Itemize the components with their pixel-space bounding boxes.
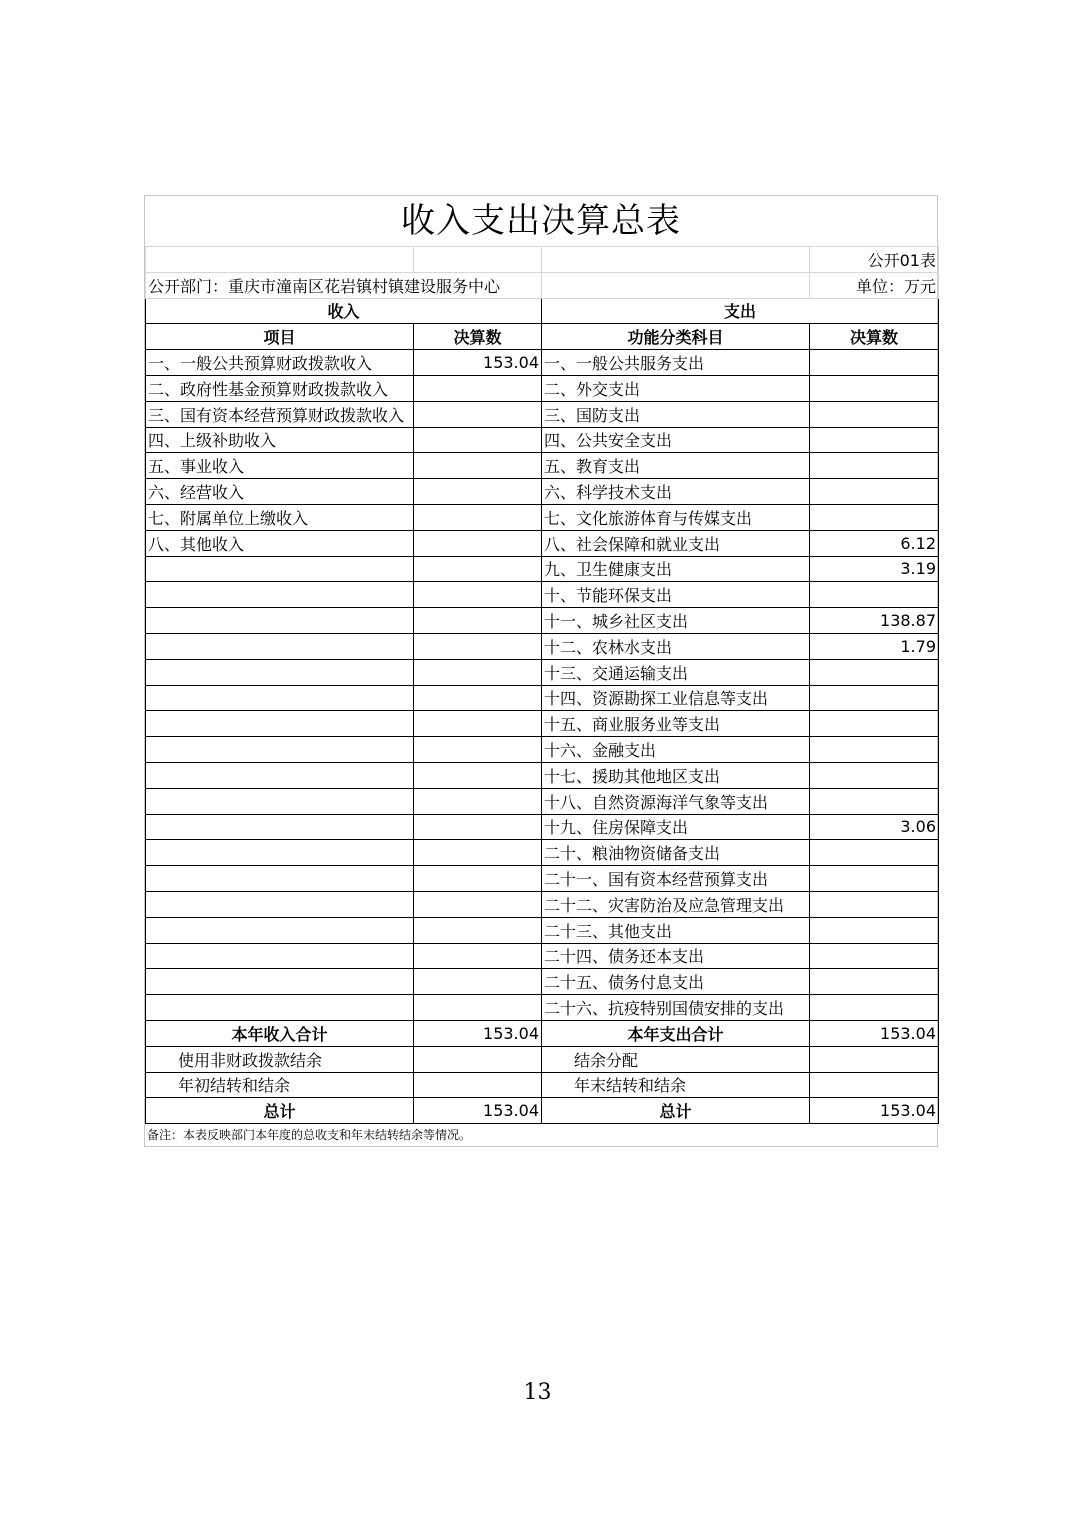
year-total-row (146, 1020, 939, 1046)
expense-amount-cell (810, 840, 939, 866)
expense-amount-cell (810, 453, 939, 479)
expense-amount-cell (810, 762, 939, 788)
table-row (146, 737, 939, 763)
expense-item-cell: 八、社会保障和就业支出 (542, 530, 810, 556)
table-row (146, 788, 939, 814)
table-row (146, 866, 939, 892)
expense-amount-cell: 138.87 (810, 608, 939, 634)
expense-amount-cell: 1.79 (810, 633, 939, 659)
expense-item-cell: 十一、城乡社区支出 (542, 608, 810, 634)
expense-amount-cell (810, 917, 939, 943)
table-row (146, 453, 939, 479)
income-amount-cell (414, 556, 542, 582)
income-section-header: 收入 (146, 298, 542, 324)
expense-item-header: 功能分类科目 (542, 324, 810, 350)
expense-amount-cell (810, 891, 939, 917)
report-table (145, 246, 939, 1124)
expense-amount-cell (810, 659, 939, 685)
expense-amount-cell (810, 788, 939, 814)
income-amount-cell (414, 814, 542, 840)
income-amount-header: 决算数 (414, 324, 542, 350)
table-row (146, 659, 939, 685)
table-row (146, 685, 939, 711)
income-amount-cell (414, 504, 542, 530)
surplus-dist-amount (810, 1046, 939, 1072)
income-item-cell (146, 995, 414, 1021)
expense-item-cell: 一、一般公共服务支出 (542, 350, 810, 376)
year-expense-label: 本年支出合计 (542, 1020, 810, 1046)
table-row (146, 479, 939, 505)
income-item-cell: 二、政府性基金预算财政拨款收入 (146, 375, 414, 401)
department-row (146, 272, 939, 298)
expense-amount-cell: 6.12 (810, 530, 939, 556)
income-item-cell (146, 866, 414, 892)
table-row (146, 943, 939, 969)
income-amount-cell (414, 479, 542, 505)
income-amount-cell (414, 685, 542, 711)
expense-section-header: 支出 (542, 298, 939, 324)
income-item-cell (146, 917, 414, 943)
income-item-cell (146, 608, 414, 634)
income-item-cell (146, 762, 414, 788)
income-item-cell (146, 840, 414, 866)
nonfiscal-amount (414, 1046, 542, 1072)
expense-item-cell: 二十三、其他支出 (542, 917, 810, 943)
income-amount-cell (414, 375, 542, 401)
table-row (146, 608, 939, 634)
income-amount-cell (414, 737, 542, 763)
section-header-row (146, 298, 939, 324)
table-row (146, 556, 939, 582)
income-item-cell (146, 711, 414, 737)
expense-item-cell: 二十二、灾害防治及应急管理支出 (542, 891, 810, 917)
expense-item-cell: 二十、粮油物资储备支出 (542, 840, 810, 866)
expense-item-cell: 十六、金融支出 (542, 737, 810, 763)
table-row (146, 711, 939, 737)
income-item-cell (146, 788, 414, 814)
column-header-row (146, 324, 939, 350)
expense-amount-cell (810, 711, 939, 737)
income-item-cell: 三、国有资本经营预算财政拨款收入 (146, 401, 414, 427)
expense-item-cell: 四、公共安全支出 (542, 427, 810, 453)
expense-item-cell: 十五、商业服务业等支出 (542, 711, 810, 737)
grand-income-amount: 153.04 (414, 1098, 542, 1124)
surplus-dist-label: 结余分配 (542, 1046, 810, 1072)
table-row (146, 762, 939, 788)
table-row (146, 401, 939, 427)
expense-item-cell: 十四、资源勘探工业信息等支出 (542, 685, 810, 711)
expense-item-cell: 二十五、债务付息支出 (542, 969, 810, 995)
expense-item-cell: 十八、自然资源海洋气象等支出 (542, 788, 810, 814)
income-item-cell: 八、其他收入 (146, 530, 414, 556)
form-number: 公开01表 (810, 247, 939, 273)
income-item-cell (146, 582, 414, 608)
expense-amount-cell (810, 737, 939, 763)
income-item-cell (146, 659, 414, 685)
income-amount-cell (414, 969, 542, 995)
carry-in-amount (414, 1072, 542, 1098)
income-item-cell: 四、上级补助收入 (146, 427, 414, 453)
expense-amount-cell: 3.06 (810, 814, 939, 840)
expense-amount-cell (810, 350, 939, 376)
income-item-cell: 一、一般公共预算财政拨款收入 (146, 350, 414, 376)
income-amount-cell (414, 582, 542, 608)
form-number-row (146, 247, 939, 273)
carry-out-label: 年末结转和结余 (542, 1072, 810, 1098)
income-item-cell: 五、事业收入 (146, 453, 414, 479)
carry-out-amount (810, 1072, 939, 1098)
income-amount-cell (414, 401, 542, 427)
income-amount-cell (414, 917, 542, 943)
table-row (146, 350, 939, 376)
year-income-label: 本年收入合计 (146, 1020, 414, 1046)
expense-item-cell: 十三、交通运输支出 (542, 659, 810, 685)
table-row (146, 969, 939, 995)
table-row (146, 814, 939, 840)
income-item-cell (146, 633, 414, 659)
income-amount-cell (414, 659, 542, 685)
expense-amount-header: 决算数 (810, 324, 939, 350)
expense-item-cell: 五、教育支出 (542, 453, 810, 479)
expense-amount-cell (810, 479, 939, 505)
table-row (146, 633, 939, 659)
income-amount-cell (414, 711, 542, 737)
income-item-cell (146, 685, 414, 711)
income-amount-cell (414, 427, 542, 453)
carry-row (146, 1072, 939, 1098)
income-item-cell (146, 737, 414, 763)
income-amount-cell (414, 633, 542, 659)
page-number: 13 (523, 1380, 552, 1405)
expense-amount-cell (810, 995, 939, 1021)
expense-item-cell: 二、外交支出 (542, 375, 810, 401)
income-item-cell (146, 891, 414, 917)
year-expense-amount: 153.04 (810, 1020, 939, 1046)
income-amount-cell (414, 866, 542, 892)
table-row (146, 995, 939, 1021)
table-row (146, 530, 939, 556)
report-sheet (144, 195, 938, 1147)
expense-amount-cell: 3.19 (810, 556, 939, 582)
table-row (146, 427, 939, 453)
table-row (146, 917, 939, 943)
year-income-amount: 153.04 (414, 1020, 542, 1046)
table-row (146, 582, 939, 608)
table-row (146, 504, 939, 530)
unit-label: 单位：万元 (810, 272, 939, 298)
carry-in-label: 年初结转和结余 (146, 1072, 414, 1098)
income-amount-cell (414, 762, 542, 788)
grand-expense-label: 总计 (542, 1098, 810, 1124)
expense-amount-cell (810, 582, 939, 608)
expense-amount-cell (810, 969, 939, 995)
income-amount-cell (414, 943, 542, 969)
expense-amount-cell (810, 685, 939, 711)
income-item-cell: 六、经营收入 (146, 479, 414, 505)
income-item-header: 项目 (146, 324, 414, 350)
expense-amount-cell (810, 401, 939, 427)
expense-item-cell: 二十四、债务还本支出 (542, 943, 810, 969)
income-amount-cell (414, 530, 542, 556)
expense-item-cell: 九、卫生健康支出 (542, 556, 810, 582)
expense-amount-cell (810, 866, 939, 892)
income-item-cell (146, 814, 414, 840)
expense-item-cell: 十七、援助其他地区支出 (542, 762, 810, 788)
income-amount-cell (414, 995, 542, 1021)
income-item-cell (146, 943, 414, 969)
department-label: 公开部门：重庆市潼南区花岩镇村镇建设服务中心 (146, 272, 542, 298)
nonfiscal-label: 使用非财政拨款结余 (146, 1046, 414, 1072)
table-row (146, 840, 939, 866)
income-item-cell (146, 969, 414, 995)
expense-amount-cell (810, 504, 939, 530)
report-title: 收入支出决算总表 (401, 201, 681, 241)
income-item-cell: 七、附属单位上缴收入 (146, 504, 414, 530)
income-amount-cell: 153.04 (414, 350, 542, 376)
expense-item-cell: 十、节能环保支出 (542, 582, 810, 608)
income-amount-cell (414, 891, 542, 917)
grand-expense-amount: 153.04 (810, 1098, 939, 1124)
table-note: 备注：本表反映部门本年度的总收支和年末结转结余等情况。 (147, 1128, 472, 1143)
income-amount-cell (414, 788, 542, 814)
income-amount-cell (414, 840, 542, 866)
income-amount-cell (414, 608, 542, 634)
table-row (146, 891, 939, 917)
expense-item-cell: 三、国防支出 (542, 401, 810, 427)
income-item-cell (146, 556, 414, 582)
expense-amount-cell (810, 427, 939, 453)
expense-amount-cell (810, 375, 939, 401)
grand-income-label: 总计 (146, 1098, 414, 1124)
expense-item-cell: 二十一、国有资本经营预算支出 (542, 866, 810, 892)
expense-item-cell: 十二、农林水支出 (542, 633, 810, 659)
expense-item-cell: 二十六、抗疫特别国债安排的支出 (542, 995, 810, 1021)
expense-amount-cell (810, 943, 939, 969)
income-amount-cell (414, 453, 542, 479)
expense-item-cell: 六、科学技术支出 (542, 479, 810, 505)
table-row (146, 375, 939, 401)
grand-total-row (146, 1098, 939, 1124)
expense-item-cell: 十九、住房保障支出 (542, 814, 810, 840)
expense-item-cell: 七、文化旅游体育与传媒支出 (542, 504, 810, 530)
nonfiscal-row (146, 1046, 939, 1072)
